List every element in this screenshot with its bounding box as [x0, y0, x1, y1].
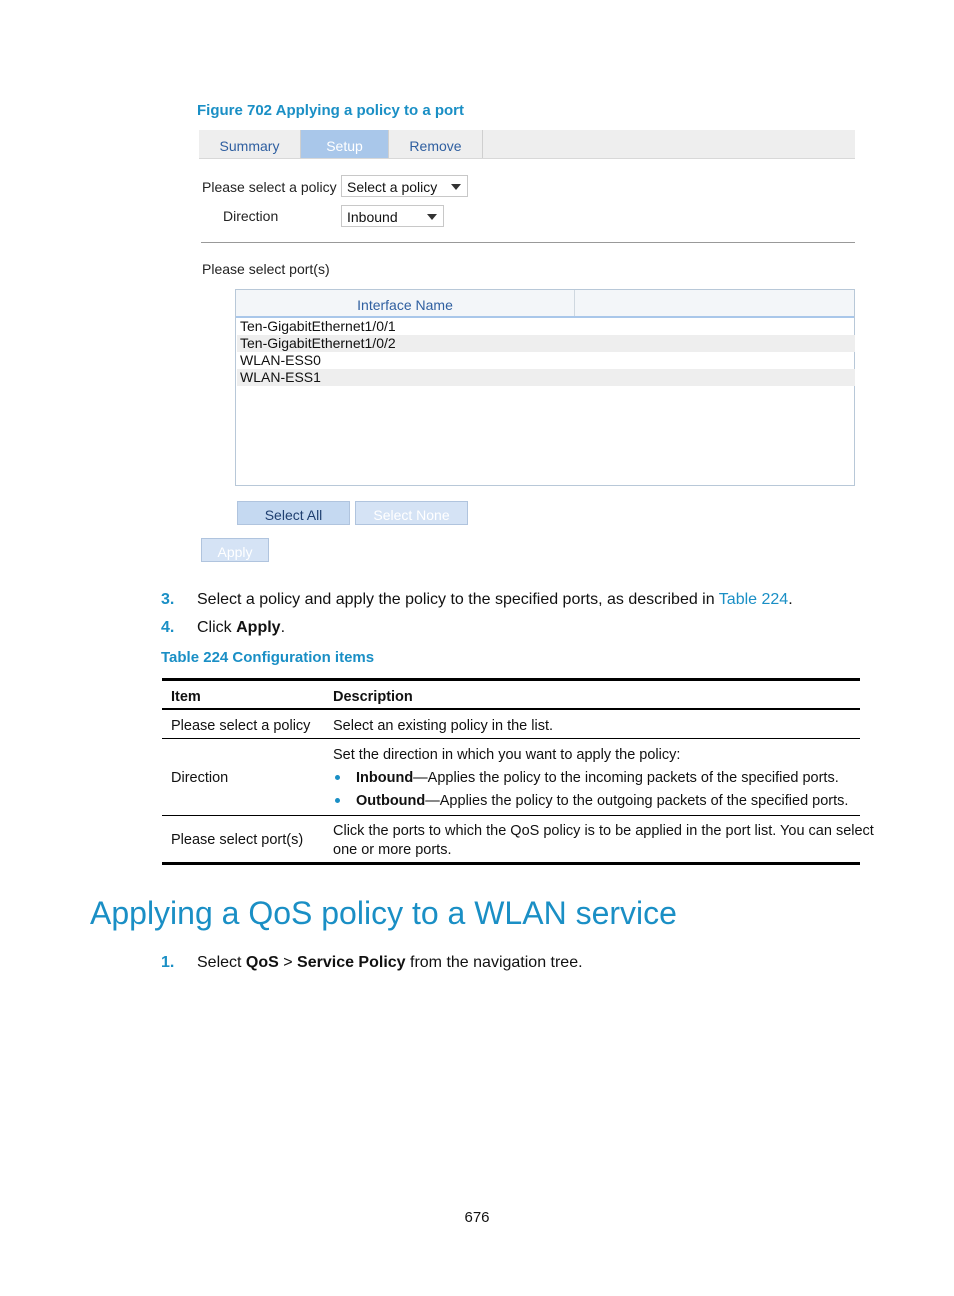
policy-label: Please select a policy: [202, 179, 337, 195]
tab-remove[interactable]: Remove: [389, 130, 483, 158]
interface-name-header[interactable]: Interface Name: [236, 290, 575, 316]
policy-select-value: Select a policy: [347, 179, 438, 195]
step-4-period: .: [280, 619, 286, 636]
direction-select[interactable]: [341, 205, 444, 227]
port-list[interactable]: [235, 289, 855, 486]
table-bullet-outbound: [356, 793, 848, 809]
table-224-link[interactable]: Table 224: [718, 591, 789, 608]
step-3-text: [197, 591, 793, 609]
step-4-apply: Apply: [236, 619, 281, 636]
port-row[interactable]: WLAN-ESS0: [240, 352, 321, 368]
apply-button[interactable]: Apply: [201, 538, 269, 562]
bullet-icon: [335, 798, 340, 803]
table-header-rule: [162, 708, 860, 710]
table-caption: Table 224 Configuration items: [161, 649, 375, 666]
tab-summary[interactable]: Summary: [199, 130, 301, 158]
table-bottom-rule: [162, 862, 860, 865]
step-number: 4.: [161, 619, 175, 636]
table-cell-item: Please select port(s): [171, 832, 304, 848]
bullet-inbound-text: —Applies the policy to the incoming packets of the specified ports.: [413, 770, 839, 786]
step-3-body: Select a policy and apply the policy to the specified ports, as described in: [197, 591, 719, 608]
port-row[interactable]: WLAN-ESS1: [237, 369, 855, 386]
step-1-qos: QoS: [245, 954, 279, 971]
table-cell-item: Please select a policy: [171, 718, 311, 734]
table-cell-desc-line1: Click the ports to which the QoS policy is to be applied in the port list. You can select: [333, 823, 874, 839]
bullet-outbound-text: —Applies the policy to the outgoing packets of the specified ports.: [425, 793, 849, 809]
step-1-a: Select: [197, 954, 246, 971]
table-cell-desc: Set the direction in which you want to apply the policy:: [333, 747, 681, 763]
step-1-service-policy: Service Policy: [297, 954, 406, 971]
tab-setup[interactable]: Setup: [301, 130, 389, 158]
step-number: 3.: [161, 591, 175, 608]
section-step-1-text: [197, 954, 583, 972]
port-list-header: [236, 290, 854, 318]
table-cell-desc: Select an existing policy in the list.: [333, 718, 554, 734]
port-row[interactable]: Ten-GigabitEthernet1/0/2: [237, 335, 855, 352]
step-number: 1.: [161, 954, 175, 971]
table-header-description: Description: [333, 689, 413, 705]
table-row-rule: [162, 815, 860, 816]
bullet-outbound-bold: Outbound: [356, 793, 426, 809]
bullet-icon: [335, 775, 340, 780]
bullet-inbound-bold: Inbound: [356, 770, 414, 786]
port-row[interactable]: Ten-GigabitEthernet1/0/1: [240, 318, 396, 334]
step-1-sep: >: [278, 954, 298, 971]
select-none-button[interactable]: Select None: [355, 501, 468, 525]
table-top-rule: [162, 678, 860, 681]
select-all-button[interactable]: Select All: [237, 501, 350, 525]
divider: [201, 242, 855, 243]
tab-bar: [199, 130, 855, 159]
chevron-down-icon: [427, 214, 437, 220]
ports-label: Please select port(s): [202, 261, 330, 277]
page-number: 676: [464, 1209, 490, 1226]
figure-caption: Figure 702 Applying a policy to a port: [197, 102, 464, 119]
section-heading: Applying a QoS policy to a WLAN service: [90, 895, 677, 931]
step-4-text: [197, 619, 285, 637]
direction-select-value: Inbound: [347, 209, 398, 225]
table-cell-item: Direction: [171, 770, 229, 786]
table-cell-desc-line2: one or more ports.: [333, 842, 452, 858]
direction-label: Direction: [223, 208, 279, 224]
chevron-down-icon: [451, 184, 461, 190]
table-header-item: Item: [171, 689, 201, 705]
step-3-period: .: [788, 591, 793, 608]
step-1-end: from the navigation tree.: [405, 954, 583, 971]
policy-select[interactable]: [341, 175, 468, 197]
table-row-rule: [162, 738, 860, 739]
table-bullet-inbound: [356, 770, 839, 786]
step-4-body: Click: [197, 619, 237, 636]
